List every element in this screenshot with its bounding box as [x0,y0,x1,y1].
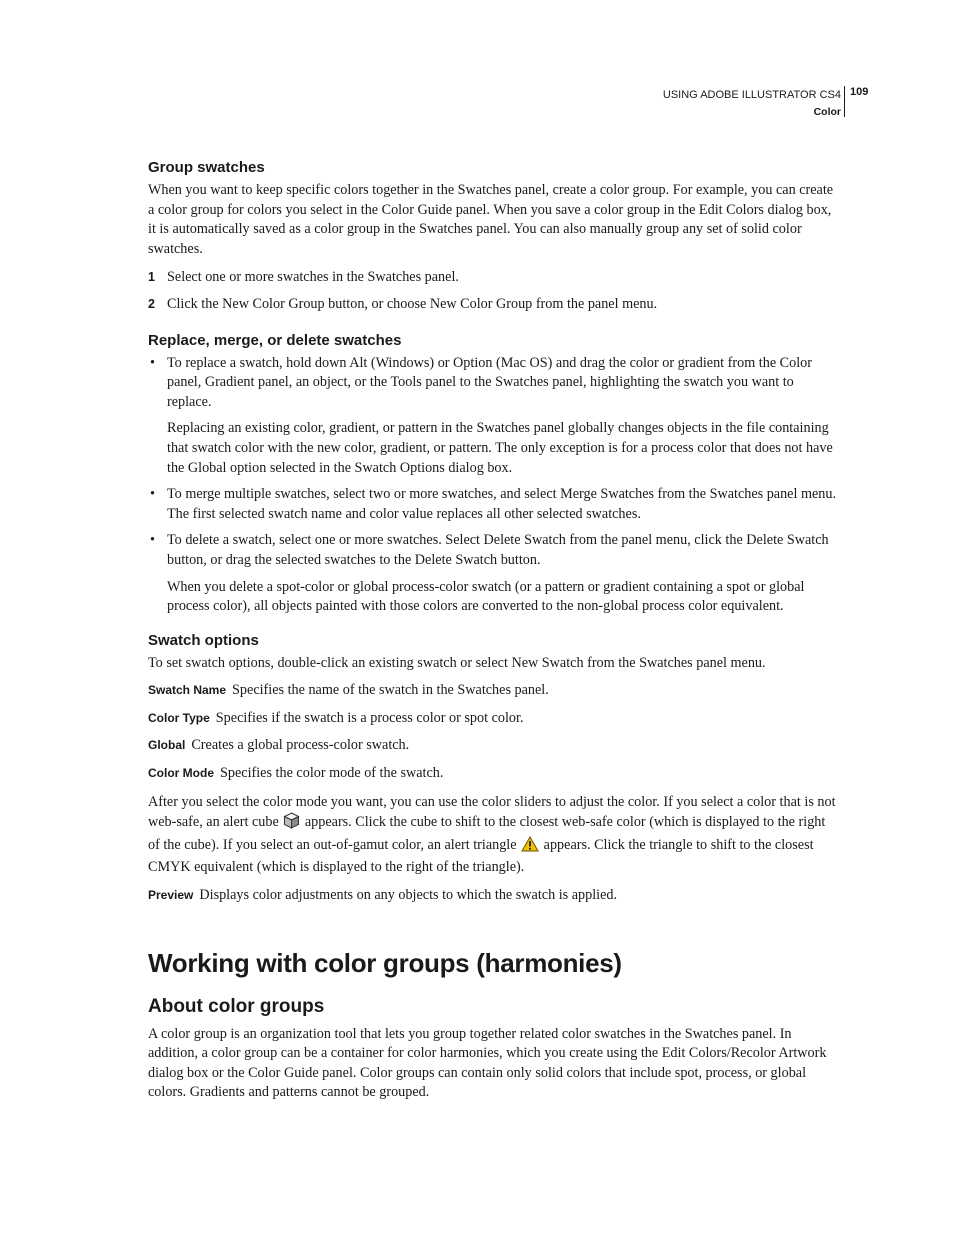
explanation-part-3: appears. Click the triangle to shift to the closest CMYK equivalent (which is displayed to the right of the triangle). [148,836,814,876]
term-global [148,736,840,756]
about-color-groups-text: A color group is an organization tool that lets you group together related color swatches in the Swatches panel. In addition, a color group can be a container for color harmonies, which you create using the Edit Colors/Recolor Artwork dialog box or the Color Guide panel. Color groups can contain only solid colors that include spot, process, or global colors. Gradients and patterns cannot be grouped. [148,1025,827,1101]
term-label: Color Type [148,710,210,725]
replace-merge-heading: Replace, merge, or delete swatches [148,331,402,349]
swatch-options-intro: To set swatch options, double-click an existing swatch or select New Swatch from the Swatches panel menu. [148,654,766,671]
term-color-mode [148,764,840,784]
bullet-marker: • [150,354,155,371]
term-desc: Specifies the name of the swatch in the Swatches panel. [232,682,549,699]
step-text: Click the New Color Group button, or choose New Color Group from the panel menu. [167,295,658,312]
term-swatch-name [148,681,840,701]
step-number: 1 [148,270,155,285]
section-name: Color [813,106,841,118]
bullet-text: To replace a swatch, hold down Alt (Windows) or Option (Mac OS) and drag the color or gradient from the Color panel, Gradient panel, an object, or the Tools panel to the Swatches panel, highlighting the swatch you want to replace. [167,354,812,410]
color-mode-explanation [148,793,840,878]
term-preview [148,886,840,906]
term-label: Global [148,738,186,753]
running-header [663,87,841,121]
term-color-type [148,709,840,729]
web-safe-alert-cube-icon [283,812,300,836]
explanation-part-2: appears. Click the cube to shift to the closest web-safe color (which is displayed to the right of the cube). If you select an out-of-gamut color, an alert triangle [148,814,826,853]
bullet-text: To merge multiple swatches, select two or more swatches, and select Merge Swatches from the Swatches panel menu. The first selected swatch name and color value replaces all other selected swatches. [167,486,837,522]
replace-merge-list [148,354,840,617]
term-desc: Creates a global process-color swatch. [191,737,410,754]
out-of-gamut-warning-icon [521,836,539,859]
term-label: Preview [148,888,194,903]
term-desc: Specifies if the swatch is a process color or spot color. [215,709,524,726]
bullet-item [148,485,840,524]
bullet-note: When you delete a spot-color or global process-color swatch (or a pattern or gradient containing a spot or global process color), all objects painted with those colors are converted to the non-global process color equivalent. [167,578,805,615]
group-swatches-heading: Group swatches [148,159,265,176]
step-text: Select one or more swatches in the Swatches panel. [167,269,459,286]
swatch-options-heading: Swatch options [148,631,259,649]
group-swatches-intro: When you want to keep specific colors together in the Swatches panel, create a color group. For example, you can create a color group for colors you select in the Color Guide panel. When you save a color group in the Edit Colors dialog box, it is automatically saved as a color group in the Swatches panel. You can also manually group any set of solid color swatches. [148,182,834,257]
bullet-item [148,354,840,479]
chapter-title: Working with color groups (harmonies) [148,947,622,978]
bullet-item [148,531,840,616]
bullet-marker: • [150,486,155,503]
term-label: Swatch Name [148,683,227,698]
term-desc: Specifies the color mode of the swatch. [220,765,444,782]
bullet-text: To delete a swatch, select one or more swatches. Select Delete Swatch from the panel menu, click the Delete Swatch button, or drag the selected swatches to the Delete Swatch button. [167,532,829,568]
bullet-marker: • [150,532,155,549]
term-desc: Displays color adjustments on any objects to which the swatch is applied. [199,887,618,904]
step-item [148,268,840,288]
step-item [148,295,840,315]
group-swatches-steps [148,268,840,314]
term-label: Color Mode [148,766,214,781]
bullet-note: Replacing an existing color, gradient, or pattern in the Swatches panel globally changes objects in the file containing that swatch color with the new color, gradient, or pattern. The only exception is for a process color that does not have the Global option selected in the Swatch Options dialog box. [167,420,833,476]
explanation-part-1: After you select the color mode you want, you can use the color sliders to adjust the color. If you select a color that is not web-safe, an alert cube [148,793,836,831]
step-number: 2 [148,296,155,311]
header-divider [844,86,845,117]
page-number: 109 [850,86,869,98]
page-body [148,158,840,1103]
about-color-groups-heading: About color groups [148,995,325,1017]
book-title: USING ADOBE ILLUSTRATOR CS4 [662,89,841,101]
